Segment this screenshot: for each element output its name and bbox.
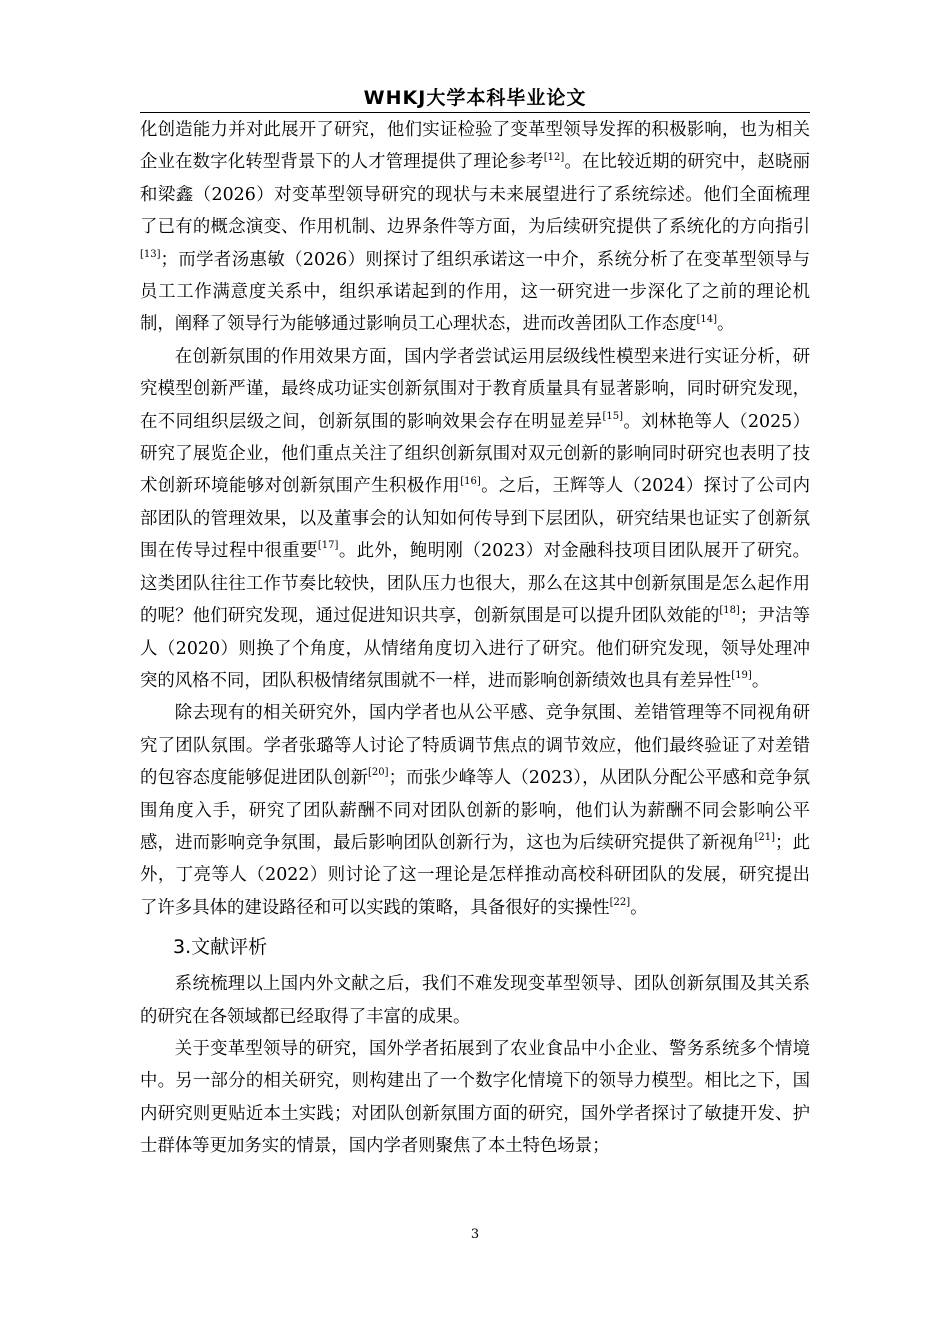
page-number: 3 bbox=[470, 1227, 480, 1242]
header-divider bbox=[140, 112, 810, 113]
paragraph-text: ；而张少峰等人（2023），从团队分配公平感和竞争氛围角度入手，研究了团队薪酬不同对团队创新的影响，他们认为薪酬不同会影响公平感，进而影响竞争氛围，最后影响团队创新行为，这也为后续研究提供了新视角 bbox=[140, 768, 810, 853]
body-paragraph bbox=[140, 1033, 810, 1163]
paragraphs-before bbox=[140, 114, 810, 924]
paragraph-text: 化创造能力并对此展开了研究，他们实证检验了变革型领导发挥的积极影响，也为相关企业在数字化转型背景下的人才管理提供了理论参考 bbox=[140, 120, 810, 173]
paragraphs-after bbox=[140, 968, 810, 1162]
paragraph-text: 。 bbox=[630, 897, 648, 918]
paragraph-text: 。 bbox=[717, 314, 735, 335]
citation-ref: [21] bbox=[754, 832, 776, 844]
citation-ref: [12] bbox=[543, 151, 565, 163]
citation-ref: [17] bbox=[317, 540, 339, 552]
paragraph-text: 。之后，王辉等人（2024）探讨了公司内部团队的管理效果，以及董事会的认知如何传导到下层团队，研究结果也证实了创新氛围在传导过程中很重要 bbox=[140, 476, 810, 562]
paragraph-text: 。 bbox=[751, 670, 770, 691]
body-paragraph bbox=[140, 968, 810, 1033]
page-header-title: WHKJ大学本科毕业论文 bbox=[363, 87, 587, 109]
citation-ref: [20] bbox=[368, 767, 389, 779]
body-paragraph bbox=[140, 341, 810, 697]
citation-ref: [13] bbox=[140, 248, 161, 260]
body-paragraph bbox=[140, 114, 810, 341]
body-paragraph bbox=[140, 697, 810, 924]
document-body bbox=[140, 114, 810, 1163]
paragraph-text: ；而学者汤惠敏（2026）则探讨了组织承诺这一中介，系统分析了在变革型领导与员工工作满意度关系中，组织承诺起到的作用，这一研究进一步深化了之前的理论机制，阐释了领导行为能够通过影响员工心理状态，进而改善团队工作态度 bbox=[140, 249, 810, 335]
citation-ref: [15] bbox=[602, 410, 624, 422]
paragraph-text: 关于变革型领导的研究，国外学者拓展到了农业食品中小企业、警务系统多个情境中。另一部分的相关研究，则构建出了一个数字化情境下的领导力模型。相比之下，国内研究则更贴近本土实践；对团队创新氛围方面的研究，国外学者探讨了敏捷开发、护士群体等更加务实的情景，国内学者则聚焦了本土特色场景； bbox=[140, 1038, 810, 1157]
paragraph-text: 在创新氛围的作用效果方面，国内学者尝试运用层级线性模型来进行实证分析，研究模型创新严谨，最终成功证实创新氛围对于教育质量具有显著影响，同时研究发现，在不同组织层级之间，创新氛围的影响效果会存在明显差异 bbox=[140, 346, 810, 432]
section-heading: 3.文献评析 bbox=[173, 936, 268, 959]
paragraph-text: 。此外，鲍明刚（2023）对金融科技项目团队展开了研究。这类团队往往工作节奏比较快，团队压力也很大，那么在这其中创新氛围是怎么起作用的呢？他们研究发现，通过促进知识共享，创新氛围是可以提升团队效能的 bbox=[140, 541, 810, 627]
citation-ref: [22] bbox=[609, 896, 631, 908]
paragraph-text: ；尹洁等人（2020）则换了个角度，从情绪角度切入进行了研究。他们研究发现，领导处理冲突的风格不同，团队积极情绪氛围就不一样，进而影响创新绩效也具有差异性 bbox=[140, 606, 810, 691]
paragraph-text: 。刘林艳等人（2025）研究了展览企业，他们重点关注了组织创新氛围对双元创新的影响同时研究也表明了技术创新环境能够对创新氛围产生积极作用 bbox=[140, 411, 810, 497]
paragraph-text: 系统梳理以上国内外文献之后，我们不难发现变革型领导、团队创新氛围及其关系的研究在各领域都已经取得了丰富的成果。 bbox=[140, 974, 810, 1027]
paragraph-text: 除去现有的相关研究外，国内学者也从公平感、竞争氛围、差错管理等不同视角研究了团队氛围。学者张璐等人讨论了特质调节焦点的调节效应，他们最终验证了对差错的包容态度能够促进团队创新 bbox=[140, 703, 810, 789]
paragraph-text: 。在比较近期的研究中，赵晓丽和梁鑫（2026）对变革型领导研究的现状与未来展望进行了系统综述。他们全面梳理了已有的概念演变、作用机制、边界条件等方面，为后续研究提供了系统化的方向指引 bbox=[140, 152, 810, 238]
citation-ref: [19] bbox=[731, 670, 752, 682]
citation-ref: [18] bbox=[719, 605, 740, 617]
citation-ref: [14] bbox=[696, 313, 718, 325]
paragraph-text: ；此外，丁亮等人（2022）则讨论了这一理论是怎样推动高校科研团队的发展，研究提出了许多具体的建设路径和可以实践的策略，具备很好的实操性 bbox=[140, 832, 810, 918]
citation-ref: [16] bbox=[460, 475, 481, 487]
